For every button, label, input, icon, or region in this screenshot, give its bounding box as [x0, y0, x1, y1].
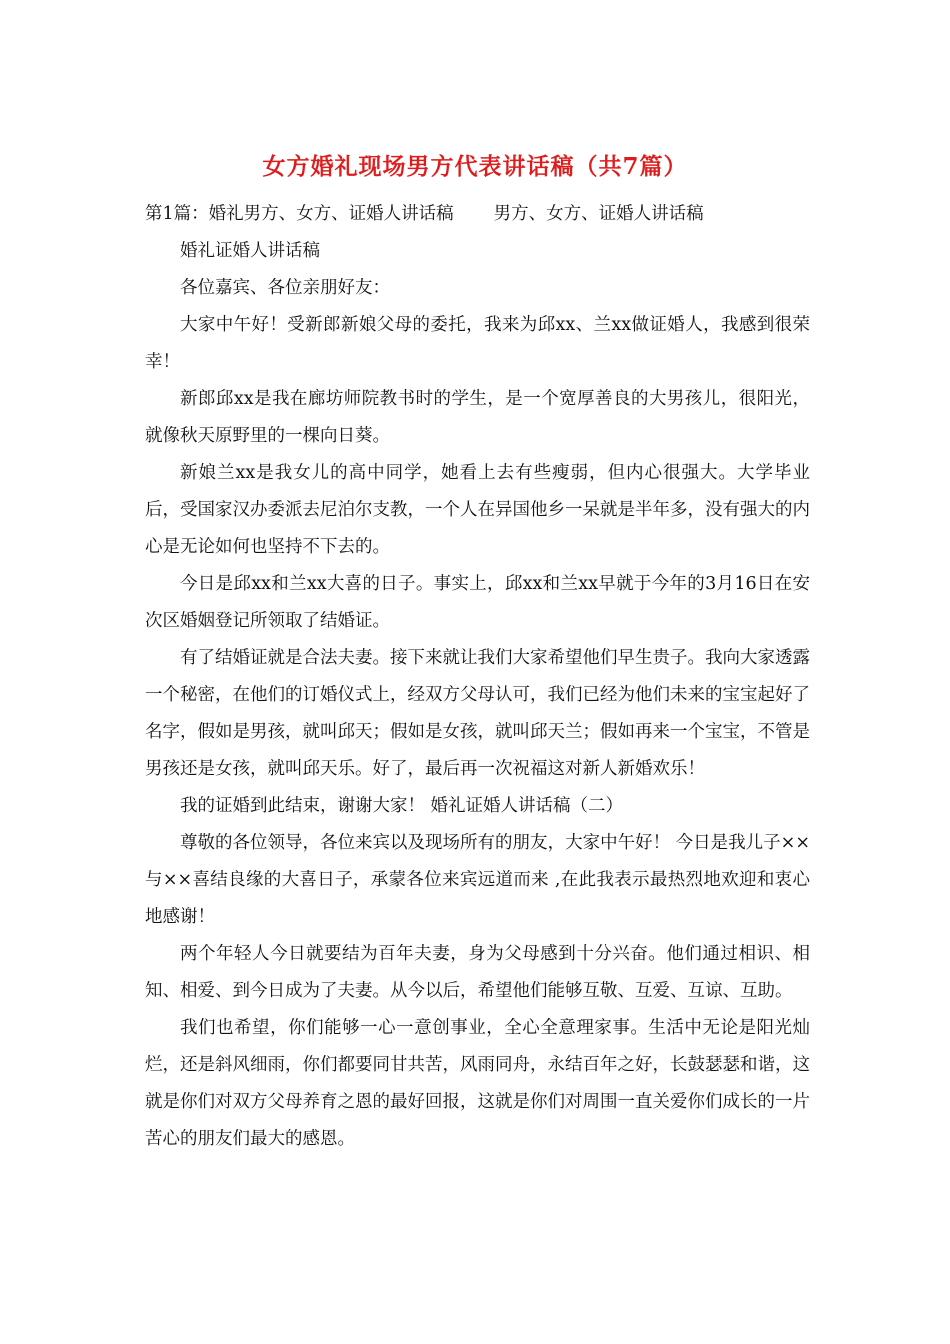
paragraph: 大家中午好！受新郎新娘父母的委托，我来为邱xx、兰xx做证婚人，我感到很荣幸！: [145, 315, 810, 372]
paragraph: 我们也希望，你们能够一心一意创事业，全心全意理家事。生活中无论是阳光灿烂，还是斜风细雨，你们都要同甘共苦，风雨同舟，永结百年之好，长鼓瑟瑟和谐，这就是你们对双方父母养育之恩的最好回报，这就是你们对周围一直关爱你们成长的一片苦心的朋友们最大的感恩。: [145, 1018, 810, 1149]
first-line-part1: 第1篇：婚礼男方、女方、证婚人讲话稿: [145, 204, 454, 224]
paragraph: 新郎邱xx是我在廊坊师院教书时的学生，是一个宽厚善良的大男孩儿，很阳光，就像秋天原野里的一棵向日葵。: [145, 389, 810, 446]
paragraph: 新娘兰xx是我女儿的高中同学，她看上去有些瘦弱，但内心很强大。大学毕业后，受国家汉办委派去尼泊尔支教，一个人在异国他乡一呆就是半年多，没有强大的内心是无论如何也坚持不下去的。: [145, 463, 810, 557]
paragraph: 今日是邱xx和兰xx大喜的日子。事实上，邱xx和兰xx早就于今年的3月16日在安次区婚姻登记所领取了结婚证。: [145, 574, 810, 631]
document-title: 女方婚礼现场男方代表讲话稿（共7篇）: [262, 153, 688, 180]
paragraph: 各位嘉宾、各位亲朋好友：: [180, 278, 390, 298]
paragraph: 有了结婚证就是合法夫妻。接下来就让我们大家希望他们早生贵子。我向大家透露一个秘密，在他们的订婚仪式上，经双方父母认可，我们已经为他们未来的宝宝起好了名字，假如是男孩，就叫邱天；假如是女孩，就叫邱天兰；假如再来一个宝宝，不管是男孩还是女孩，就叫邱天乐。好了，最后再一次祝福这对新人新婚欢乐！: [145, 648, 810, 779]
paragraph: 我的证婚到此结束，谢谢大家！ 婚礼证婚人讲话稿（二）: [180, 796, 624, 816]
paragraph: 两个年轻人今日就要结为百年夫妻，身为父母感到十分兴奋。他们通过相识、相知、相爱、到今日成为了夫妻。从今以后，希望他们能够互敬、互爱、互谅、互助。: [145, 944, 810, 1001]
first-line: [145, 196, 810, 233]
paragraph: 婚礼证婚人讲话稿: [180, 241, 320, 261]
document-body: [145, 196, 810, 1158]
paragraph: 尊敬的各位领导，各位来宾以及现场所有的朋友，大家中午好！ 今日是我儿子××与××喜结良缘的大喜日子，承蒙各位来宾远道而来 ,在此我表示最热烈地欢迎和衷心地感谢！: [145, 833, 810, 927]
first-line-part2: 男方、女方、证婚人讲话稿: [493, 204, 704, 224]
